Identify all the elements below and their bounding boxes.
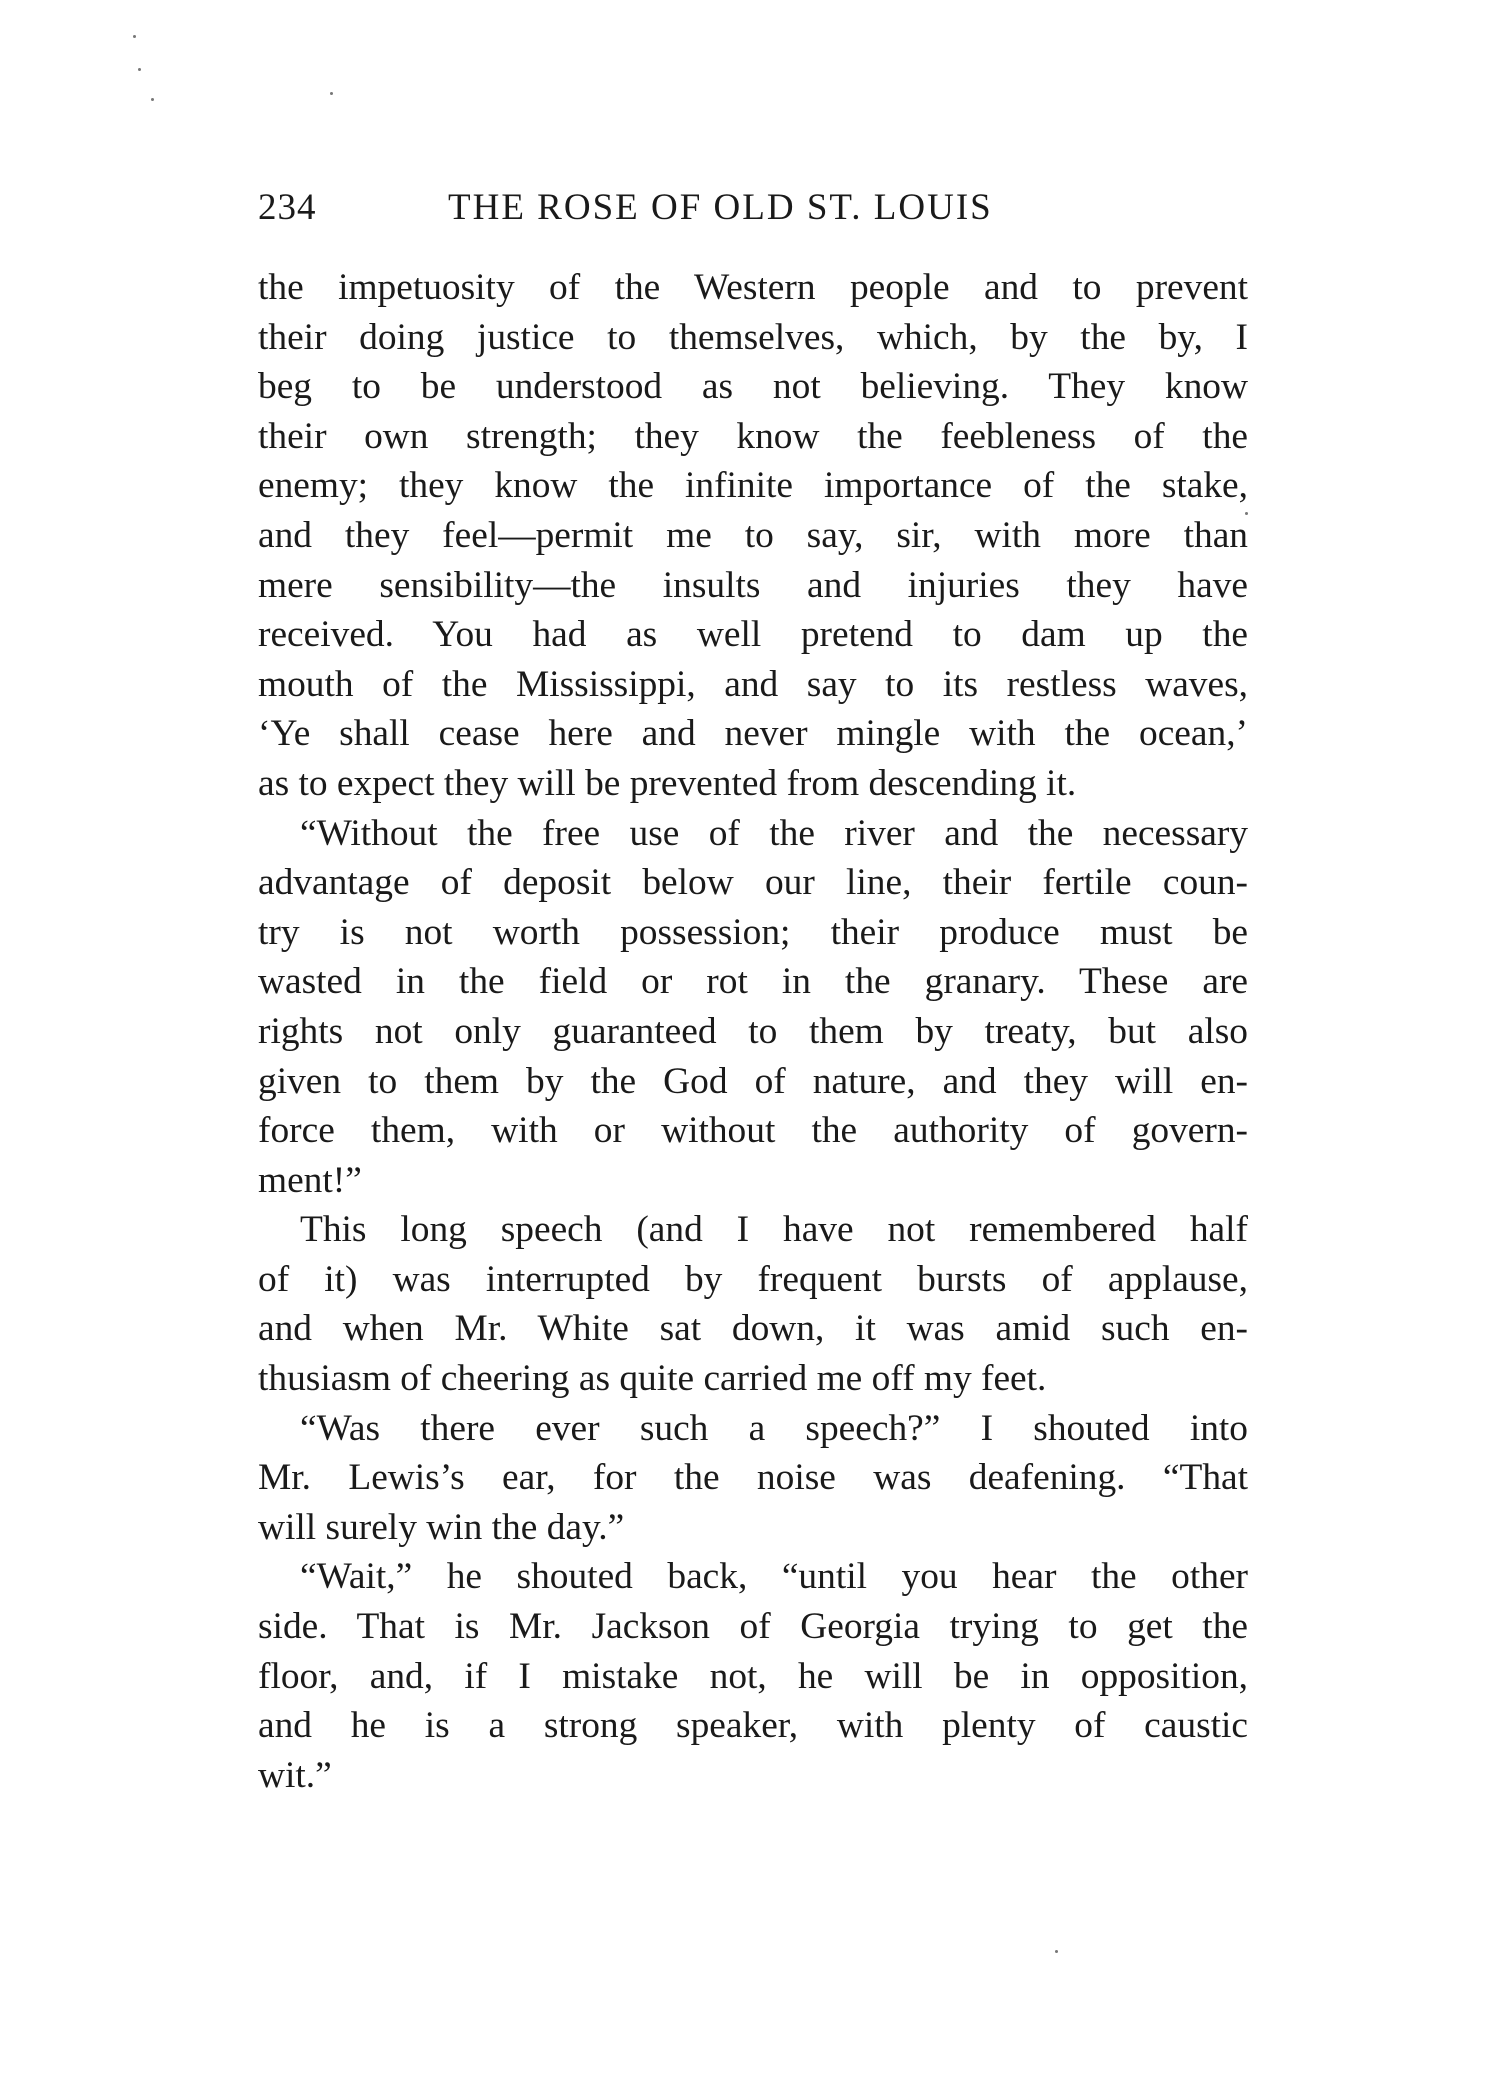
scan-speck — [138, 68, 141, 71]
text-line: ‘Ye shall cease here and never mingle with the ocean,’ — [258, 713, 1248, 755]
text-line: floor, and, if I mistake not, he will be in opposition, — [258, 1655, 1248, 1697]
text-line: side. That is Mr. Jackson of Georgia trying to get the — [258, 1606, 1248, 1648]
page-header — [258, 186, 1248, 246]
text-line: mouth of the Mississippi, and say to its restless waves, — [258, 663, 1248, 705]
scan-speck — [1055, 1950, 1058, 1953]
text-line: rights not only guaranteed to them by treaty, but also — [258, 1010, 1248, 1052]
text-line: as to expect they will be prevented from descending it. — [258, 762, 1077, 804]
text-line: force them, with or without the authority of govern- — [258, 1110, 1248, 1152]
body-text — [258, 263, 1248, 1800]
text-line: their own strength; they know the feebleness of the — [258, 415, 1248, 457]
page-number: 234 — [258, 187, 317, 228]
text-line: mere sensibility—the insults and injuries they have — [258, 564, 1248, 606]
text-line: and they feel—permit me to say, sir, with more than — [258, 514, 1248, 556]
text-line: “Wait,” he shouted back, “until you hear the other — [300, 1556, 1248, 1598]
text-line: “Was there ever such a speech?” I shouted into — [300, 1407, 1248, 1449]
text-line: enemy; they know the infinite importance of the stake, — [258, 465, 1248, 507]
text-line: This long speech (and I have not remembered half — [300, 1209, 1248, 1251]
text-line: and when Mr. White sat down, it was amid such en- — [258, 1308, 1248, 1350]
text-line: received. You had as well pretend to dam up the — [258, 614, 1248, 656]
text-line: ment!” — [258, 1159, 362, 1201]
text-line: and he is a strong speaker, with plenty of caustic — [258, 1705, 1248, 1747]
scan-speck — [133, 35, 136, 38]
text-line: advantage of deposit below our line, their fertile coun- — [258, 862, 1248, 904]
scan-speck — [330, 92, 333, 95]
text-line: “Without the free use of the river and the necessary — [300, 812, 1248, 854]
text-line: the impetuosity of the Western people and to prevent — [258, 267, 1248, 308]
text-line: wit.” — [258, 1754, 332, 1796]
running-head: THE ROSE OF OLD ST. LOUIS — [448, 187, 993, 228]
text-line: will surely win the day.” — [258, 1506, 625, 1548]
text-line: wasted in the field or rot in the granary. These are — [258, 961, 1248, 1003]
scan-speck — [151, 98, 154, 101]
text-line: Mr. Lewis’s ear, for the noise was deafening. “That — [258, 1457, 1248, 1499]
text-line: thusiasm of cheering as quite carried me off my feet. — [258, 1358, 1047, 1400]
text-line: beg to be understood as not believing. They know — [258, 366, 1248, 408]
text-line: given to them by the God of nature, and they will en- — [258, 1060, 1248, 1102]
text-line: their doing justice to themselves, which, by the by, I — [258, 316, 1248, 358]
text-line: of it) was interrupted by frequent bursts of applause, — [258, 1258, 1248, 1300]
text-line: try is not worth possession; their produce must be — [258, 911, 1248, 953]
